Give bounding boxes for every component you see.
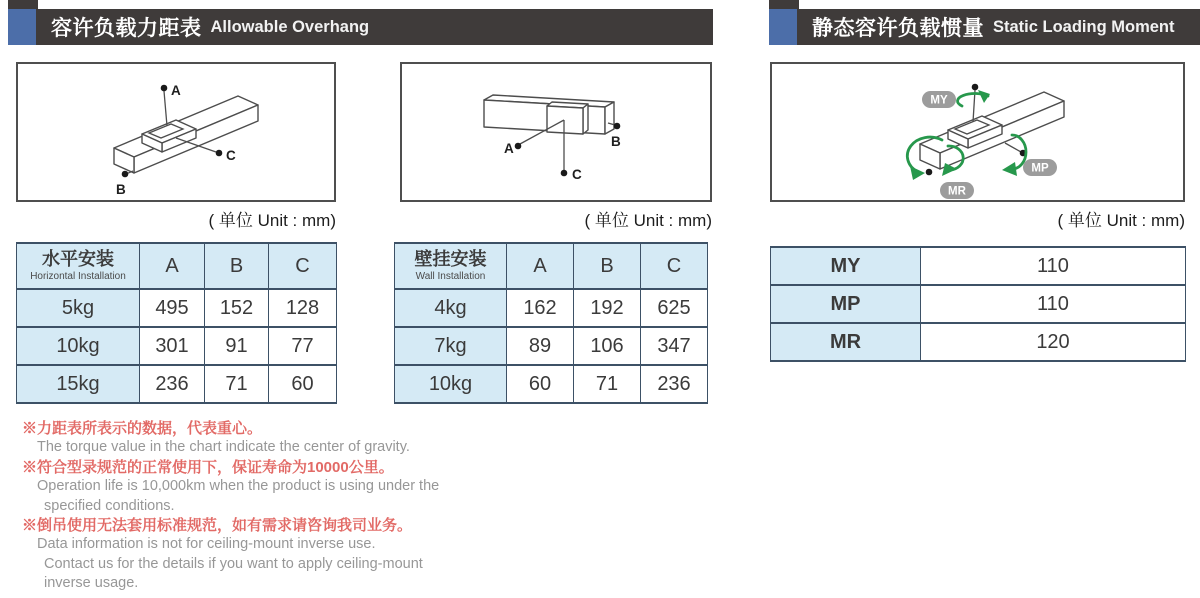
install-type-en: Wall Installation bbox=[415, 270, 486, 282]
section-title-cn: 静态容许负载惯量 bbox=[812, 17, 984, 40]
value-cell: 71 bbox=[574, 365, 641, 403]
table-row bbox=[771, 285, 1186, 323]
section-header-overhang bbox=[8, 9, 713, 45]
section-title-en: Allowable Overhang bbox=[210, 17, 370, 36]
footnotes bbox=[0, 419, 439, 594]
column-header-b: B bbox=[574, 243, 641, 289]
value-cell: 347 bbox=[641, 327, 708, 365]
point-a-dot bbox=[161, 85, 168, 92]
mr-axis-dot bbox=[926, 169, 933, 176]
install-type-en: Horizontal Installation bbox=[30, 270, 126, 282]
value-cell: 60 bbox=[507, 365, 574, 403]
point-c-dot bbox=[216, 150, 223, 157]
load-cell: 10kg bbox=[395, 365, 507, 403]
table-header-row bbox=[17, 243, 337, 289]
point-c-dot bbox=[561, 170, 568, 177]
install-type-cell bbox=[17, 243, 140, 289]
slider-block bbox=[547, 102, 588, 134]
value-cell: 236 bbox=[641, 365, 708, 403]
mp-badge-label: MP bbox=[1031, 162, 1049, 175]
table-row bbox=[771, 247, 1186, 285]
value-cell: 110 bbox=[921, 247, 1186, 285]
table-row bbox=[17, 327, 337, 365]
load-cell: 10kg bbox=[17, 327, 140, 365]
value-cell: 91 bbox=[205, 327, 269, 365]
table-row bbox=[17, 289, 337, 327]
point-b-dot bbox=[614, 123, 621, 130]
header-notch-right bbox=[769, 0, 799, 9]
point-c-label: C bbox=[572, 167, 582, 182]
value-cell: 236 bbox=[140, 365, 205, 403]
header-accent-square bbox=[769, 9, 797, 45]
load-cell: 7kg bbox=[395, 327, 507, 365]
table-row bbox=[395, 289, 708, 327]
column-header-a: A bbox=[140, 243, 205, 289]
section-title-cn: 容许负载力距表 bbox=[51, 17, 202, 40]
mp-axis-line bbox=[1005, 143, 1021, 152]
value-cell: 60 bbox=[269, 365, 337, 403]
horizontal-installation-diagram bbox=[16, 62, 336, 202]
column-header-c: C bbox=[269, 243, 337, 289]
mp-arrowhead-icon bbox=[1002, 162, 1017, 176]
load-cell: 5kg bbox=[17, 289, 140, 327]
value-cell: 192 bbox=[574, 289, 641, 327]
section-title-en: Static Loading Moment bbox=[993, 17, 1175, 36]
column-header-b: B bbox=[205, 243, 269, 289]
value-cell: 128 bbox=[269, 289, 337, 327]
note-en-continued: Contact us for the details if you want to apply ceiling-mount bbox=[44, 555, 423, 572]
rail-side-drawing bbox=[402, 64, 710, 200]
static-moment-diagram bbox=[770, 62, 1185, 202]
note-en-continued: inverse usage. bbox=[44, 575, 139, 592]
point-a-label: A bbox=[504, 141, 514, 156]
mr-badge-label: MR bbox=[948, 185, 966, 198]
column-header-a: A bbox=[507, 243, 574, 289]
value-cell: 120 bbox=[921, 323, 1186, 361]
my-axis-dot bbox=[972, 84, 979, 91]
note-cn: ※倒吊使用无法套用标准规范，如有需求请咨询我司业务。 bbox=[22, 517, 413, 535]
moment-axis-cell: MP bbox=[771, 285, 921, 323]
value-cell: 162 bbox=[507, 289, 574, 327]
table-row bbox=[395, 365, 708, 403]
note-cn: ※力距表所表示的数据，代表重心。 bbox=[22, 420, 263, 437]
static-moment-table bbox=[770, 246, 1186, 362]
rail-isometric-drawing bbox=[18, 64, 334, 200]
note-en-continued: specified conditions. bbox=[44, 497, 175, 514]
header-accent-square bbox=[8, 9, 36, 45]
unit-label: ( 单位 Unit : mm) bbox=[1057, 211, 1185, 230]
point-b-dot bbox=[122, 171, 129, 178]
header-notch-left bbox=[8, 0, 38, 9]
load-cell: 4kg bbox=[395, 289, 507, 327]
note-en: Operation life is 10,000km when the product is using under the bbox=[37, 478, 440, 495]
value-cell: 106 bbox=[574, 327, 641, 365]
moment-axis-cell: MR bbox=[771, 323, 921, 361]
horizontal-installation-table bbox=[16, 242, 337, 404]
value-cell: 71 bbox=[205, 365, 269, 403]
unit-label: ( 单位 Unit : mm) bbox=[208, 211, 336, 230]
section-header-moment bbox=[769, 9, 1200, 45]
point-b-label: B bbox=[116, 182, 126, 197]
install-type-cn: 水平安装 bbox=[42, 249, 114, 270]
value-cell: 152 bbox=[205, 289, 269, 327]
value-cell: 495 bbox=[140, 289, 205, 327]
column-header-c: C bbox=[641, 243, 708, 289]
dimension-line-a bbox=[164, 91, 167, 126]
value-cell: 89 bbox=[507, 327, 574, 365]
mr-arrowhead-icon bbox=[910, 166, 925, 180]
point-b-label: B bbox=[611, 134, 621, 149]
note-cn: ※符合型录规范的正常使用下，保证寿命为10000公里。 bbox=[22, 458, 394, 476]
table-row bbox=[17, 365, 337, 403]
note-en: The torque value in the chart indicate the center of gravity. bbox=[37, 439, 410, 456]
load-cell: 15kg bbox=[17, 365, 140, 403]
wall-installation-table bbox=[394, 242, 708, 404]
wall-installation-diagram bbox=[400, 62, 712, 202]
point-a-dot bbox=[515, 143, 522, 150]
table-header-row bbox=[395, 243, 708, 289]
value-cell: 110 bbox=[921, 285, 1186, 323]
value-cell: 77 bbox=[269, 327, 337, 365]
my-badge-label: MY bbox=[930, 94, 948, 107]
my-arrowhead-icon bbox=[978, 90, 990, 103]
value-cell: 625 bbox=[641, 289, 708, 327]
table-row bbox=[395, 327, 708, 365]
value-cell: 301 bbox=[140, 327, 205, 365]
unit-label: ( 单位 Unit : mm) bbox=[584, 211, 712, 230]
moment-axis-cell: MY bbox=[771, 247, 921, 285]
install-type-cn: 壁挂安装 bbox=[414, 249, 487, 270]
install-type-cell bbox=[395, 243, 507, 289]
point-c-label: C bbox=[226, 148, 236, 163]
point-a-label: A bbox=[171, 83, 181, 98]
table-row bbox=[771, 323, 1186, 361]
moment-axes-drawing bbox=[772, 64, 1183, 200]
note-en: Data information is not for ceiling-mount inverse use. bbox=[37, 536, 376, 553]
